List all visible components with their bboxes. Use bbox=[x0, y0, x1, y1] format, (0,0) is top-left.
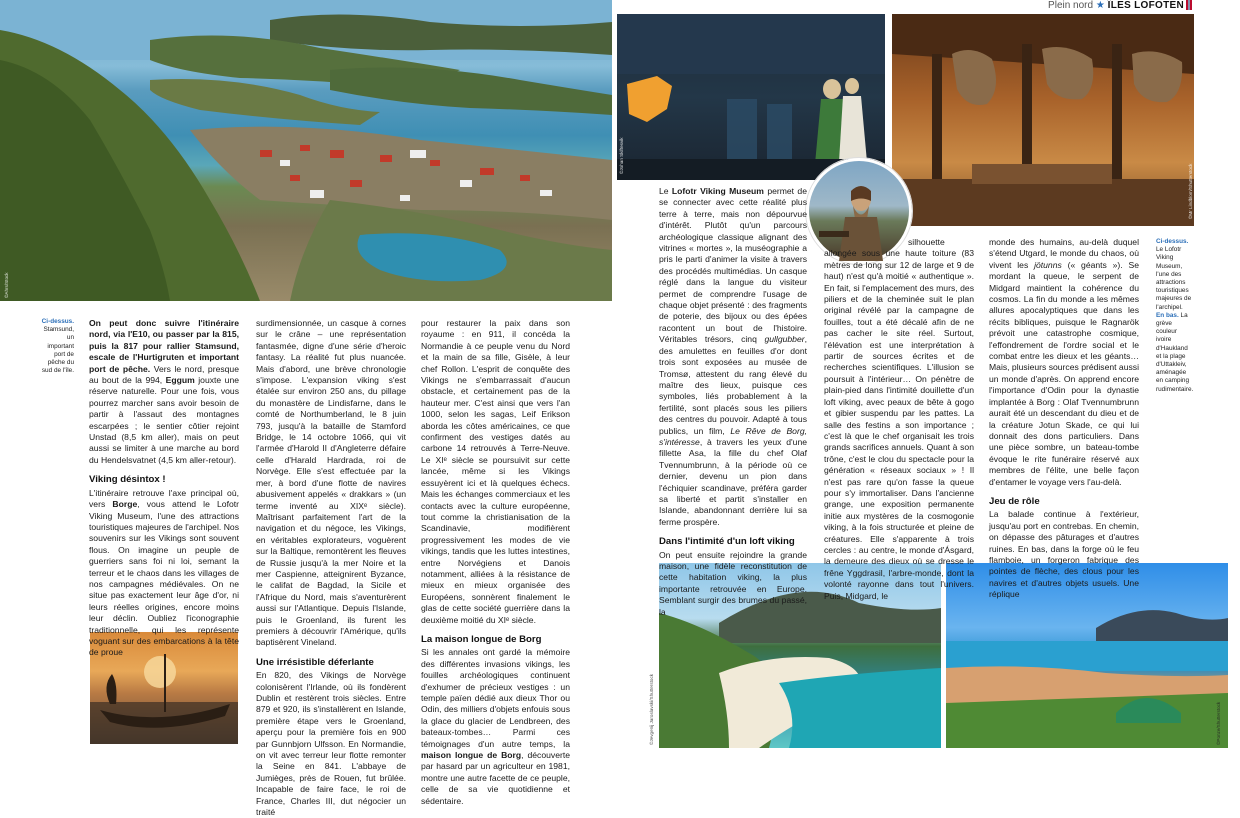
paragraph: On peut ensuite rejoindre la grande maison, une fidèle reconstitution de cette habitation viking, la plus importante retrouvée en Europe. Semblant surgir des brumes du passé, la bbox=[659, 549, 807, 617]
subheading-deferlante: Une irrésistible déferlante bbox=[256, 656, 374, 668]
term-gullgubber: gullgubber bbox=[764, 334, 805, 345]
subheading-maison-longue: La maison longue de Borg bbox=[421, 633, 542, 645]
article-column-2 bbox=[256, 318, 406, 818]
photo-credit: ©Jevgenij Jaroslavski/Shutterstock bbox=[649, 673, 654, 745]
museum-interior-photo bbox=[617, 14, 885, 180]
paragraph: (« géants »). Se mordant la queue, le serpent de Midgard maintient la cohérence du cosmos. La fin du monde a les mêmes allures apocalyptiques que dans les récits bibliques, puisque le Ragnarök prévoit une catastrophe cosmique, l'effondrement de l'ordre social et le combat entre les dieux et les géants… Mais, plusieurs sources prédisent aussi un monde d'après. On apprend encore l'importance d'Odin pour la dynastie implantée à Borg : Olaf Tvennumbrunn aurait été un descendant du dieu et de la créature Jotun Skade, ce qui lui donnait des dons particuliers. Dans une pièce sombre, un bateau-tombe évoque le rite funéraire réservé aux membres de l'élite, une belle façon d'entamer le voyage vers l'au-delà. bbox=[989, 259, 1139, 487]
paragraph: Si les annales ont gardé la mémoire des différentes invasions vikings, les fouilles archéologiques continuent d'exhumer de précieux vestiges : un temple païen dédié aux dieux Thor ou Odin, des milliers d'objets enfouis sous la glace du glacier de Lendbreen, des bateaux-tombes… Parmi ces témoignages d'un autre temps, la bbox=[421, 647, 570, 749]
caption-lead: Ci-dessus. bbox=[41, 318, 74, 325]
place-eggum: Eggum bbox=[165, 375, 195, 386]
caption-text-2: La grève couleur ivoire d'Haukland et la plage d'Uttakleiv, aménagée en camping rudimentaire. bbox=[1156, 311, 1194, 393]
museum-name-bold: Lofotr Viking Museum bbox=[671, 186, 764, 196]
longhouse-interior-photo bbox=[892, 14, 1194, 226]
article-column-5 bbox=[824, 237, 974, 602]
paragraph: pour restaurer la paix dans son royaume : en 911, il concéda la Normandie à ce peuple venu du Nord et la main de sa fille, Gisèle, à leur chef Rollon. L'esprit de conquête des Vikings ne s'embarrassait d'aucun obstacle, et certainement pas de la hauteur mer. C'est ainsi que vers l'an 1000, selon les sagas, Leif Erikson aborda les côtes américaines, ce que confirment des vestiges datés au carbone 14 retrouvés à Terre-Neuve. Le XIᵉ siècle se poursuivit sur cette lancée, même si les Vikings essuyèrent ici et là quelques échecs. Mais les échanges commerciaux et les contacts avec la culture européenne, tout comme la christianisation de la Scandinavie, modifièrent progressivement les modes de vie vikings, tandis que les luttes intestines, entre Norvégiens et Danois notamment, alliées à la résistance de mieux en mieux organisée des Européens, sonnèrent finalement le glas de cette société guerrière dans la deuxième moitié du XIᵉ siècle. bbox=[421, 318, 570, 625]
caption-lead-2: En bas. bbox=[1156, 311, 1179, 319]
photo-credit: ©Ahrs/Stock bbox=[4, 272, 9, 298]
maison-longue-bold: maison longue de Borg bbox=[421, 750, 522, 761]
paragraph: Vers le nord, presque au bout de la 994, bbox=[89, 363, 239, 386]
term-jotunns: jötunns bbox=[1034, 259, 1062, 270]
stamsund-harbor-photo bbox=[0, 0, 612, 301]
place-borge: Borge bbox=[112, 499, 138, 510]
caption-museum-beaches bbox=[1156, 238, 1192, 394]
paragraph: silhouette allongée sous une haute toiture (83 mètres de long sur 12 de large et 9 de haut) n'est qu'à moitié « authentique ». En fait, si l'emplacement des murs, des piliers et de la cheminée suit le plan original révélé par la campagne de fouilles, tout a été décalé afin de ne pas cacher le site réel. Surtout, l'élévation est une interprétation à partir de sources écrites et de recherches scientifiques. L'illusion se poursuit à l'intérieur… On pénètre de plain-pied dans l'intimité douillette d'un loft viking, avec peaux de bête à gogo et gibier suspendu par les pattes. La salle des festins a son importance ; c'est là que le chef organisait les trois grands sacrifices annuels. Quant à son trône, c'est le clou du spectacle pour la génération « réseaux sociaux » ! Il n'est pas rare qu'on fasse la queue pour s'y immortaliser. Dans l'ancienne grange, une exposition permanente initie aux mystères de la cosmogonie viking, à la fois structurée et pleine de créatures. Elle s'apparente à trois cercles : au centre, le monde d'Ásgard, la demeure des dieux où se dresse le frêne Yggdrasil, l'arbre-monde, dont la volonté rayonne dans tout l'univers. Puis, Midgard, le bbox=[824, 237, 974, 601]
paragraph: La balade continue à l'extérieur, jusqu'au port en contrebas. En chemin, on dépasse des pâturages et d'autres ruines. En bas, dans la forge où le feu flamboie, un forgeron fabrique des pointes de flèche, des clous pour les navires et d'autres objets usuels. Une réplique bbox=[989, 509, 1139, 600]
header-category: Plein nord bbox=[1048, 0, 1094, 11]
photo-credit: ©Mr Lindblom/Shutterstock bbox=[1188, 163, 1193, 219]
photo-credit: ©Vlada Photo/Shutterstock bbox=[80, 686, 85, 742]
article-column-4 bbox=[659, 186, 807, 618]
paragraph: Le bbox=[659, 186, 672, 196]
paragraph: , des amulettes en feuilles d'or dont trois sont exposées au musée de Tromsø, attestent du rang élevé du maître des lieux, puisque ces symboles, liés probablement à la fertilité, sont placés sous les piliers des centres du pouvoir. Adapté à tous publics, un film, bbox=[659, 334, 807, 436]
paragraph: L'itinéraire retrouve l'axe principal où, vers bbox=[89, 487, 239, 510]
subheading-jeu-de-role: Jeu de rôle bbox=[989, 495, 1040, 507]
paragraph: , découverte par hasard par un agriculteur en 1981, montre une autre facette de ce peuple, celle de sa vie quotidienne et sédentaire. bbox=[421, 750, 571, 806]
intro-lead: On peut donc suivre l'itinéraire nord, via l'E10, ou passer par la 815, puis la 817 pour rallier Stamsund, escale de l'Hurtigruten et important port de pêche. bbox=[89, 318, 239, 374]
paragraph: surdimensionnée, un casque à cornes sur le crâne – une représentation fantasmée, digne d'une série d'heroic fantasy. La réalité fut plus nuancée. Mais d'abord, une brève chronologie s'impose. L'expansion viking s'est étalée sur environ 250 ans, du pillage du monastère de Lindisfarne, dans le comté de Northumberland, le 8 juin 793, jusqu'à la bataille de Stamford Bridge, le 14 octobre 1066, qui vit l'armée d'Harold II d'Angleterre défaire celle d'Harald Hardrada, roi de Norvège. Elle s'est effectuée par la mer, à bord d'une flotte de navires abusivement appelés « drakkars » (un terme inventé au XIXᵉ siècle). Maîtrisant parfaitement l'art de la navigation et du négoce, les Vikings, en véritables explorateurs, voguèrent sur la Baltique, remontèrent les fleuves de Russie jusqu'à la mer Noire et la mer Caspienne, atteignirent Byzance, le califat de Bagdad, la Sicile et l'Afrique du Nord, mais s'aventurèrent aussi sur l'Atlantique. Depuis l'Islande, puis le Groenland, ils furent les premiers à découvrir l'Amérique, qu'ils baptisèrent Vineland. bbox=[256, 318, 406, 648]
film-title: Le Rêve de Borg, s'intéresse bbox=[659, 425, 807, 447]
caption-lead: Ci-dessus. bbox=[1156, 238, 1189, 245]
norway-flag-icon bbox=[1186, 0, 1192, 10]
article-column-3 bbox=[421, 318, 570, 807]
paragraph: monde des humains, au-delà duquel s'étend Utgard, le monde du chaos, où vivent les bbox=[989, 237, 1139, 270]
subheading-loft-viking: Dans l'intimité d'un loft viking bbox=[659, 536, 795, 548]
article-column-6 bbox=[989, 237, 1139, 601]
header-place: ÎLES LOFOTEN bbox=[1107, 0, 1184, 11]
running-header bbox=[1048, 0, 1184, 11]
caption-harbor bbox=[40, 318, 74, 375]
star-icon: ★ bbox=[1095, 0, 1105, 11]
article-column-1 bbox=[89, 318, 239, 659]
paragraph: , à travers les yeux d'une fillette Asa, la fille du chef Olaf Tvennumbrunn, à la période où ce dernier, devenu un pion dans l'échiquier scandinave, préféra garder sa liberté et partit s'installer en Islande, abandonnant derrière lui sa ferme prospère. bbox=[659, 436, 807, 527]
photo-credit: ©Ponze/Shutterstock bbox=[1216, 701, 1221, 745]
subheading-viking-desintox: Viking désintox ! bbox=[89, 474, 166, 486]
paragraph: En 820, des Vikings de Norvège colonisèrent l'Irlande, où ils fondèrent Dublin et restèrent trois siècles. Entre 879 et 920, ils s'installèrent en Islande, première étape vers le Groenland, aperçu pour la première fois en 900 par Gunnbjorn Ulfsson. En Normandie, on vit avec terreur leur flotte remonter la Seine en 841. L'abbaye de Jumièges, près de Rouen, fut brûlée. Incapable de faire face, le roi de France, Charles III, dut négocier un traité bbox=[256, 670, 406, 818]
paragraph: , vous attend le Lofotr Viking Museum, l'une des attractions touristiques majeures de l'archipel. Nos souvenirs sur les Vikings sont souvent flous. On imagine un peuple de guerriers sans foi ni loi, semant la terreur et le chaos dans les villages de nos campagnes médiévales. On ne situe pas exactement leur âge d'or, ni leurs réelles origines, encore moins leur déclin. Oubliez l'iconographie traditionnelle, qui les représente voguant sur des embarcations à la tête de proue bbox=[89, 499, 239, 658]
caption-text: Stamsund, un important port de pêche du sud de l'île. bbox=[41, 326, 74, 375]
caption-text: Le Lofotr Viking Museum, l'une des attractions touristiques majeures de l'archipel. bbox=[1156, 246, 1192, 311]
paragraph: jouxte une réserve naturelle. Pour une fois, vous pourrez marcher sans avoir besoin de partir à l'assaut des montagnes escarpées ; le sentier côtier rejoint Unstad (8,5 km aller), mais on peut aussi se limiter à une marche au bord du Hendelsvatnet (4,5 km aller-retour). bbox=[89, 375, 240, 465]
paragraph: permet de se connecter avec cette réalité plus terre à terre, mais non dépourvue d'intérêt. Plutôt qu'un parcours archéologique classique alignant des vitrines « mortes », la muséographie a pris le parti d'animer la visite à travers des procédés multimédias. Un casque réglé dans la langue du visiteur permet de comprendre l'usage de chaque objet présenté : des fragments de poterie, des bijoux ou des épées racontent un bout de l'histoire. Véritables trésors, cinq bbox=[659, 186, 807, 345]
photo-credit: ©Johan Skiftesvik bbox=[619, 137, 624, 174]
